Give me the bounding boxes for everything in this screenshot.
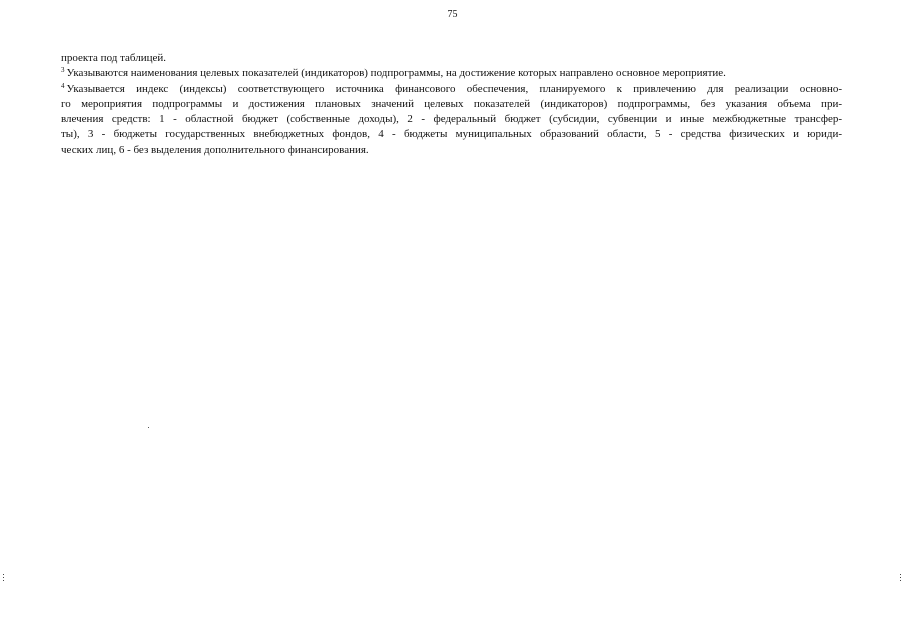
scan-edge-mark-right [900, 574, 901, 582]
page-number: 75 [447, 9, 458, 20]
footnote-3-text: Указываются наименования целевых показателей (индикаторов) подпрограммы, на достижение которых направлено основное мероприятие. [66, 67, 726, 80]
footnote-4-mark: 4 [61, 81, 65, 90]
footnote-continuation: проекта под таблицей. [61, 52, 167, 64]
footnote-3 [61, 66, 842, 81]
footnotes-block [61, 51, 842, 158]
footnote-3-mark: 3 [61, 66, 65, 75]
scan-speck [148, 427, 149, 428]
footnote-4-line-2: го мероприятия подпрограммы и достижения плановых значений целевых показателей (индикаторов) подпрограммы, без указания объема при- [61, 97, 842, 110]
footnote-4-line-4: ты), 3 - бюджеты государственных внебюджетных фондов, 4 - бюджеты муниципальных образований области, 5 - средства физических и юриди- [61, 128, 842, 141]
footnote-4-line-5: ческих лиц, 6 - без выделения дополнительного финансирования. [61, 143, 369, 156]
footnote-4-line-3: влечения средств: 1 - областной бюджет (собственные доходы), 2 - федеральный бюджет (субсидии, субвенции и иные межбюджетные трансфер- [61, 113, 842, 126]
footnote-4-line-1: $^4$ Указывается индекс (индексы) соответствующего источника финансового обеспечения, планируемого к привлечению для реализации основно- [61, 81, 842, 95]
scan-edge-mark-left [3, 574, 4, 582]
